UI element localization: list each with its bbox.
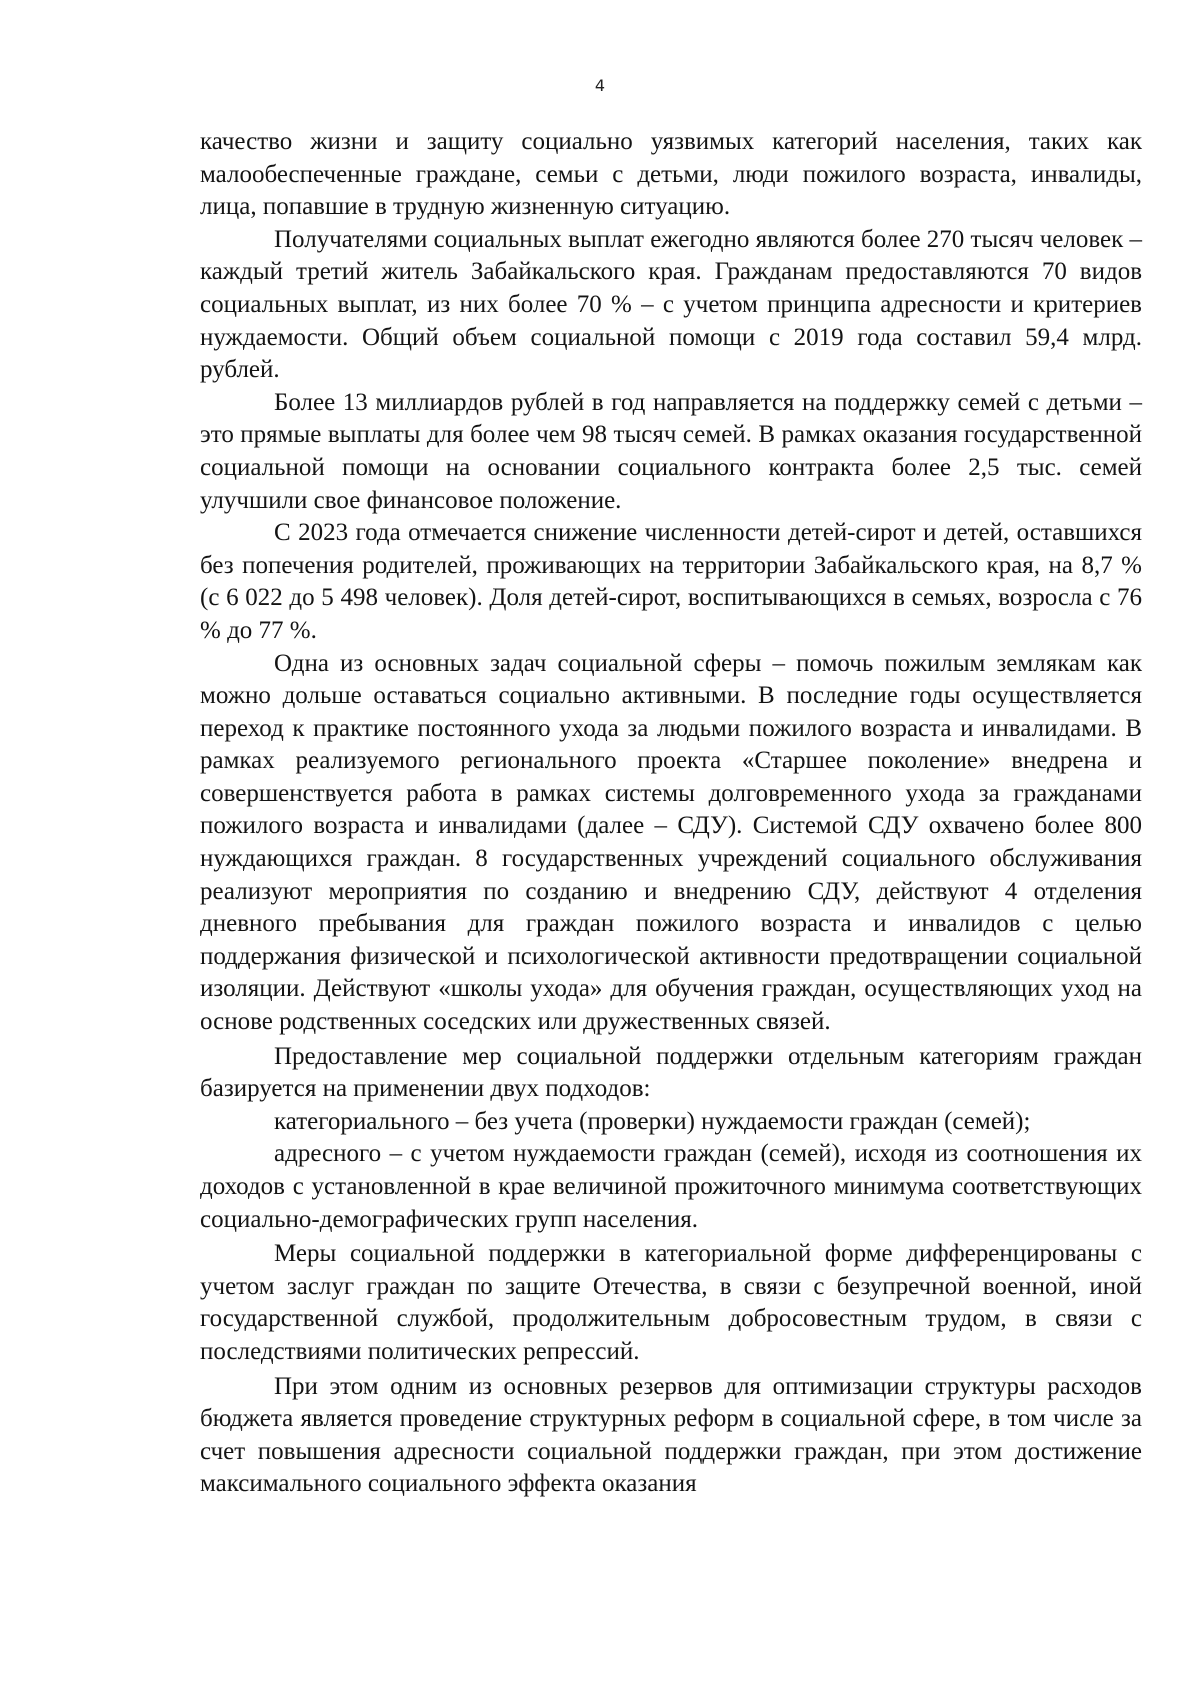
paragraph: качество жизни и защиту социально уязвимых категорий населения, таких как малообеспеченные граждане, семьи с детьми, люди пожилого возраста, инвалиды, лица, попавшие в трудную жизненную ситуацию. <box>200 128 1142 221</box>
paragraph: Меры социальной поддержки в категориальной форме дифференцированы с учетом заслуг граждан по защите Отечества, в связи с безупречной военной, иной государственной службой, продолжительным добросовестным трудом, в связи с последствиями политических репрессий. <box>200 1240 1142 1365</box>
paragraph: При этом одним из основных резервов для оптимизации структуры расходов бюджета является проведение структурных реформ в социальной сфере, в том числе за счет повышения адресности социальной поддержки граждан, при этом достижение максимального социального эффекта оказания <box>200 1372 1142 1498</box>
list-item: категориального – без учета (проверки) нуждаемости граждан (семей); <box>274 1107 1031 1135</box>
page-number: 4 <box>594 76 606 95</box>
document-body <box>200 126 1142 1501</box>
paragraph: Одна из основных задач социальной сферы – помочь пожилым землякам как можно дольше оставаться социально активными. В последние годы осуществляется переход к практике постоянного ухода за людьми пожилого возраста и инвалидами. В рамках реализуемого регионального проекта «Старшее поколение» внедрена и совершенствуется работа в рамках системы долговременного ухода за гражданами пожилого возраста и инвалидами (далее – СДУ). Системой СДУ охвачено более 800 нуждающихся граждан. 8 государственных учреждений социального обслуживания реализуют мероприятия по созданию и внедрению СДУ, действуют 4 отделения дневного пребывания для граждан пожилого возраста и инвалидов с целью поддержания физической и психологической активности предотвращении социальной изоляции. Действуют «школы ухода» для обучения граждан, осуществляющих уход на основе родственных соседских или дружественных связей. <box>200 649 1142 1036</box>
paragraph: Более 13 миллиардов рублей в год направляется на поддержку семей с детьми – это прямые выплаты для более чем 98 тысяч семей. В рамках оказания государственной социальной помощи на основании социального контракта более 2,5 тыс. семей улучшили свое финансовое положение. <box>200 388 1142 514</box>
paragraph: Предоставление мер социальной поддержки отдельным категориям граждан базируется на применении двух подходов: <box>200 1042 1142 1103</box>
paragraph: С 2023 года отмечается снижение численности детей-сирот и детей, оставшихся без попечения родителей, проживающих на территории Забайкальского края, на 8,7 % (с 6 022 до 5 498 человек). Доля детей-сирот, воспитывающихся в семьях, возросла с 76 % до 77 %. <box>200 519 1142 644</box>
list-item: адресного – с учетом нуждаемости граждан (семей), исходя из соотношения их доходов с установленной в крае величиной прожиточного минимума соответствующих социально-демографических групп населения. <box>200 1140 1142 1233</box>
paragraph: Получателями социальных выплат ежегодно являются более 270 тысяч человек – каждый третий житель Забайкальского края. Гражданам предоставляются 70 видов социальных выплат, из них более 70 % – с учетом принципа адресности и критериев нуждаемости. Общий объем социальной помощи с 2019 года составил 59,4 млрд. рублей. <box>200 225 1142 384</box>
